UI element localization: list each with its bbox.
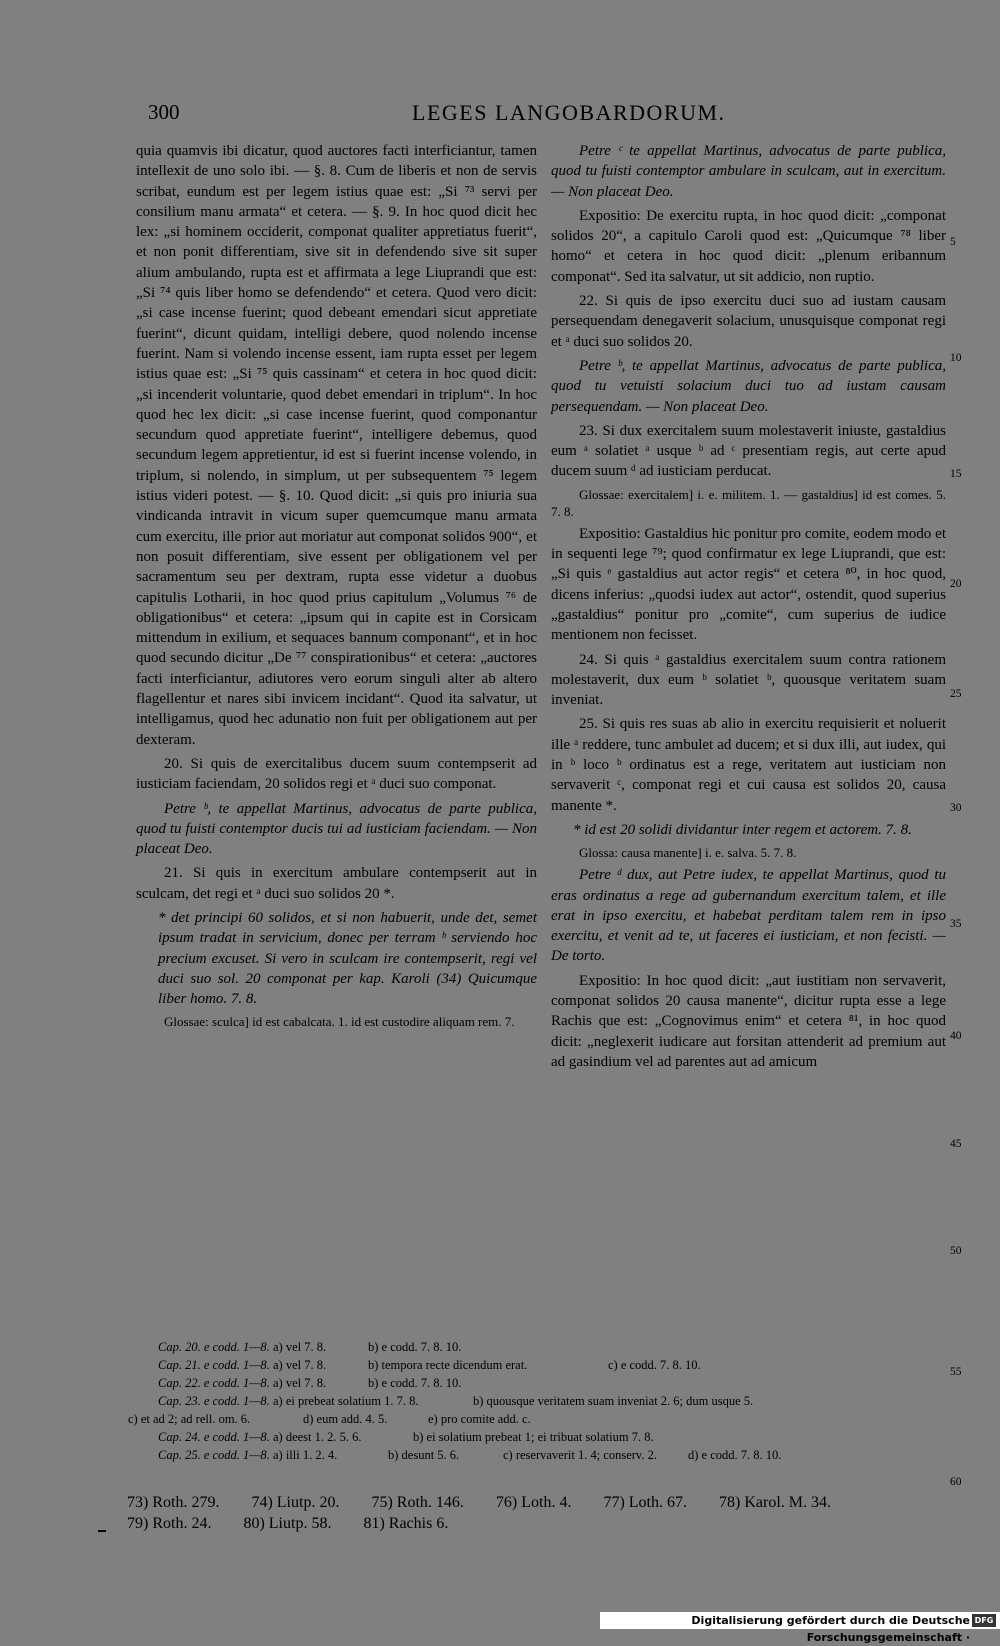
apparatus-head: Cap. 23. e codd. 1—8.: [158, 1394, 270, 1408]
margin-line-numbers: [950, 0, 990, 1629]
left-paragraph: quia quamvis ibi dicatur, quod auctores facti interficiantur, tamen intellexit de uno solo ibi. — §. 8. Cum de liberis et non de servis scribat, eundum est per legem istius quae est: „Si ⁷³ servi per consilium manu armata“ et cetera. — §. 9. In hoc quod dicit hec lex: „si hominem occiderit, componat qualiter appretiatus fuerit“, et non ponit differentiam, sive sit in defendendo sive sit super alium ambulando, rupta est et affirmata a lege Liuprandi que est: „Si ⁷⁴ quis liber homo se defendendo“ et cetera. Quod vero dicit: „si case incense fuerint; quod debeant emendari sicut appretiate fuerint“, dicunt quidam, intelligi debere, quod nolendo incense fuerint. Nam si volendo incense essent, iam rupta esset per legem istius quae est: „Si ⁷⁵ quis cassinam“ et cetera in hoc quod dicit: „si incenderit voluntarie, quod debet emendari in triplum“. In hoc quod hec lex dicit: „si case incense fuerint, quod componantur secundum quod appretiate fuerint“, intelligere debemus, quod secundum legem appretientur, id est si fuerint incense volendo, in triplum, si nolendo, in simplum, ut per subsequentem ⁷⁵ legem istius videri potest. — §. 10. Quod dicit: „si quis pro iniuria sua vindicanda intravit in vicum super quemcumque manu armata cum exercitu, ille prior aut moriatur aut componat solidos 900“, et non posuit differentiam, sive essent per obligationem vel per sacramentum seu per dextram, rupta esse videtur a duobus capitulis Lotharii, in hoc quod prius capitulum „Volumus ⁷⁶ de obligationibus“ et cetera: „ipsum qui in capite est in Corsicam mittendum in exilium, et sequaces bannum componant“, et in hoc quod secundo dicitur „De ⁷⁷ conspirationibus“ et cetera: „auctores facti interficiantur, adiutores vero eorum singuli alter ab altero flagellentur et nares sibi invicem incidant“. Quod ita salvatur, ut intelligamus, quod hec adunatio non fuit per obligationem aut per dexteram.: [136, 143, 537, 748]
margin-number: 50: [950, 1245, 962, 1257]
footnote: 73) Roth. 279.: [127, 1494, 220, 1511]
apparatus-note: b) ei solatium prebeat 1; ei tribuat solatium 7. 8.: [413, 1430, 654, 1444]
footnote: 77) Loth. 67.: [603, 1494, 687, 1511]
footnotes: [127, 1492, 947, 1534]
apparatus-note: e) pro comite add. c.: [428, 1412, 531, 1426]
footnote: 75) Roth. 146.: [371, 1494, 464, 1511]
footnote: 74) Liutp. 20.: [251, 1494, 340, 1511]
formula-21: Petre ᶜ te appellat Martinus, advocatus de parte publica, quod tu fuisti contemptor ambulare in sculcam, aut in exercitum. — Non placeat Deo.: [551, 143, 946, 200]
dfg-logo: DFG: [972, 1614, 996, 1627]
apparatus-row: [128, 1338, 948, 1356]
margin-number: 20: [950, 578, 962, 590]
chapter-25: 25. Si quis res suas ab alio in exercitu requisierit et noluerit ille ᵃ reddere, tunc ambulet ad ducem; et si dux illi, aut iudex, qui in ᵇ loco ᵇ ordinatus est a rege, veritatem aut iusticiam non servaverit ᶜ, componat regi et cui causa est solidos 20, causa manente *.: [551, 716, 946, 814]
apparatus-note: a) illi 1. 2. 4.: [273, 1448, 338, 1462]
apparatus-note: a) vel 7. 8.: [273, 1358, 327, 1372]
glossae-21: Glossae: sculca] id est cabalcata. 1. id est custodire aliquam rem. 7.: [164, 1014, 515, 1030]
expositio-21: Expositio: De exercitu rupta, in hoc quod dicit: „componat solidos 20“, a capitulo Caroli quod est: „Quicumque ⁷⁸ liber homo“ et cetera in hoc quod dicit: „plenum eribannum componat“. Sed ita salvatur, ut sit addicio, non ruptio.: [551, 207, 946, 285]
margin-number: 40: [950, 1030, 962, 1042]
formula-20: Petre ᵇ, te appellat Martinus, advocatus de parte publica, quod tu fuisti contemptor ducis tui ad iusticiam faciendam. — Non placeat Deo.: [136, 800, 537, 858]
apparatus-row: [128, 1410, 948, 1428]
apparatus-head: Cap. 20. e codd. 1—8.: [158, 1340, 270, 1354]
apparatus-note: b) tempora recte dicendum erat.: [368, 1358, 528, 1372]
apparatus-head: Cap. 22. e codd. 1—8.: [158, 1376, 270, 1390]
formula-25: Petre ᵈ dux, aut Petre iudex, te appellat Martinus, quod tu eras ordinatus a rege ad gubernandum exercitum talem, et ille erat in ipso exercitu, et habebat perditam talem rem in ipso exercitu, et venit ad te, ut faceres ei iusticiam, et non fecisti. — De torto.: [551, 867, 946, 965]
margin-number: 55: [950, 1366, 962, 1378]
left-column: [136, 141, 537, 1030]
right-column: [551, 141, 946, 1072]
margin-number: 45: [950, 1138, 962, 1150]
note-25: * id est 20 solidi dividantur inter regem et actorem. 7. 8.: [573, 821, 912, 838]
apparatus-row: [128, 1356, 948, 1374]
note-21: * det principi 60 solidos, et si non habuerit, unde det, semet ipsum tradat in servicium, donec per terram ᵇ serviendo hoc precium excuset. Si vero in sculcam ire contempserit, regi vel duci suo sol. 20 componat per kap. Karoli (34) Quicumque liber homo. 7. 8.: [158, 909, 537, 1008]
chapter-21: 21. Si quis in exercitum ambulare contempserit aut in sculcam, det regi et ᵃ duci suo solidos 20 *.: [136, 865, 537, 902]
apparatus-head: Cap. 24. e codd. 1—8.: [158, 1430, 270, 1444]
margin-number: 60: [950, 1476, 962, 1488]
apparatus-note: d) e codd. 7. 8. 10.: [688, 1448, 782, 1462]
apparatus-head: Cap. 25. e codd. 1—8.: [158, 1448, 270, 1462]
apparatus-note: a) vel 7. 8.: [273, 1376, 327, 1390]
apparatus-note: a) deest 1. 2. 5. 6.: [273, 1430, 362, 1444]
apparatus-note: d) eum add. 4. 5.: [303, 1412, 388, 1426]
footnote: 80) Liutp. 58.: [243, 1515, 332, 1532]
margin-dash: [98, 1530, 106, 1532]
page-number: 300: [148, 100, 180, 124]
apparatus-note: a) vel 7. 8.: [273, 1340, 327, 1354]
expositio-23: Expositio: Gastaldius hic ponitur pro comite, eodem modo et in sequenti lege ⁷⁹; quod confirmatur ex lege Liuprandi, que est: „Si quis ᵉ gastaldius aut actor regis“ et cetera ⁸⁰, in hoc quod, dicens inferius: „quodsi iudex aut actor“, ostendit, quod superius „gastaldius“ ponitur pro „comite“, cum superius de iudice mentionem non fecisset.: [551, 525, 946, 644]
apparatus-note: c) e codd. 7. 8. 10.: [608, 1358, 701, 1372]
margin-number: 15: [950, 468, 962, 480]
margin-number: 25: [950, 688, 962, 700]
apparatus-row: [128, 1446, 948, 1464]
expositio-25: Expositio: In hoc quod dicit: „aut iustitiam non servaverit, componat solidos 20 causa manente“, dicitur rupta esse a lege Rachis que est: „Cognovimus enim“ et cetera ⁸¹, in hoc quod dicit: „neglexerit iudicare aut forsitan attenderit ad premium aut ad gasindium vel ad parentes aut ad amicum: [551, 972, 946, 1070]
apparatus-head: c) et ad 2; ad rell. om. 6.: [128, 1412, 251, 1426]
page-header: [0, 100, 1000, 130]
credit-text: Digitalisierung gefördert durch die Deutsche Forschungsgemeinschaft ·: [691, 1614, 970, 1644]
apparatus-head: Cap. 21. e codd. 1—8.: [158, 1358, 270, 1372]
footnote: 79) Roth. 24.: [127, 1515, 212, 1532]
apparatus-note: b) quousque veritatem suam inveniat 2. 6; dum usque 5.: [473, 1394, 754, 1408]
footnote-row: [127, 1513, 947, 1534]
footnote: 76) Loth. 4.: [495, 1494, 572, 1511]
margin-number: 5: [950, 236, 956, 248]
margin-number: 35: [950, 918, 962, 930]
apparatus-row: [128, 1374, 948, 1392]
margin-number: 10: [950, 352, 962, 364]
glossa-25: Glossa: causa manente] i. e. salva. 5. 7. 8.: [579, 845, 797, 861]
chapter-23: 23. Si dux exercitalem suum molestaverit iniuste, gastaldius eum ᵃ solatiet ᵃ usque ᵇ ad ᶜ presentiam regis, aut certe apud ducem suum ᵈ ad iusticiam perducat.: [551, 422, 946, 480]
apparatus-note: b) desunt 5. 6.: [388, 1448, 460, 1462]
digitization-credit: [600, 1612, 1000, 1644]
glossae-23: Glossae: exercitalem] i. e. militem. 1. — gastaldius] id est comes. 5. 7. 8.: [551, 486, 946, 519]
footnote-row: [127, 1492, 947, 1513]
footnote: 81) Rachis 6.: [363, 1515, 449, 1532]
apparatus-row: [128, 1392, 948, 1410]
critical-apparatus: [128, 1338, 948, 1464]
chapter-24: 24. Si quis ᵃ gastaldius exercitalem suum contra rationem molestaverit, dux eum ᵇ solatiet ᵇ, quousque veritatem suam inveniat.: [551, 651, 946, 709]
chapter-22: 22. Si quis de ipso exercitu duci suo ad iustam causam persequendam denegaverit solacium, unusquisque componat regi et ᵃ duci suo solidos 20.: [551, 293, 946, 350]
apparatus-note: b) e codd. 7. 8. 10.: [368, 1376, 462, 1390]
apparatus-note: c) reservaverit 1. 4; conserv. 2.: [503, 1448, 657, 1462]
margin-number: 30: [950, 802, 962, 814]
apparatus-row: [128, 1428, 948, 1446]
footnote: 78) Karol. M. 34.: [719, 1494, 831, 1511]
formula-22: Petre ᵇ, te appellat Martinus, advocatus de parte publica, quod tu vetuisti solacium duci tuo ad iustam causam persequendam. — Non placeat Deo.: [551, 357, 946, 415]
apparatus-note: b) e codd. 7. 8. 10.: [368, 1340, 462, 1354]
apparatus-note: a) ei prebeat solatium 1. 7. 8.: [273, 1394, 419, 1408]
chapter-20: 20. Si quis de exercitalibus ducem suum contempserit ad iusticiam faciendam, 20 solidos regi et ᵃ duci suo componat.: [136, 755, 537, 793]
running-title: LEGES LANGOBARDORUM.: [412, 100, 726, 125]
